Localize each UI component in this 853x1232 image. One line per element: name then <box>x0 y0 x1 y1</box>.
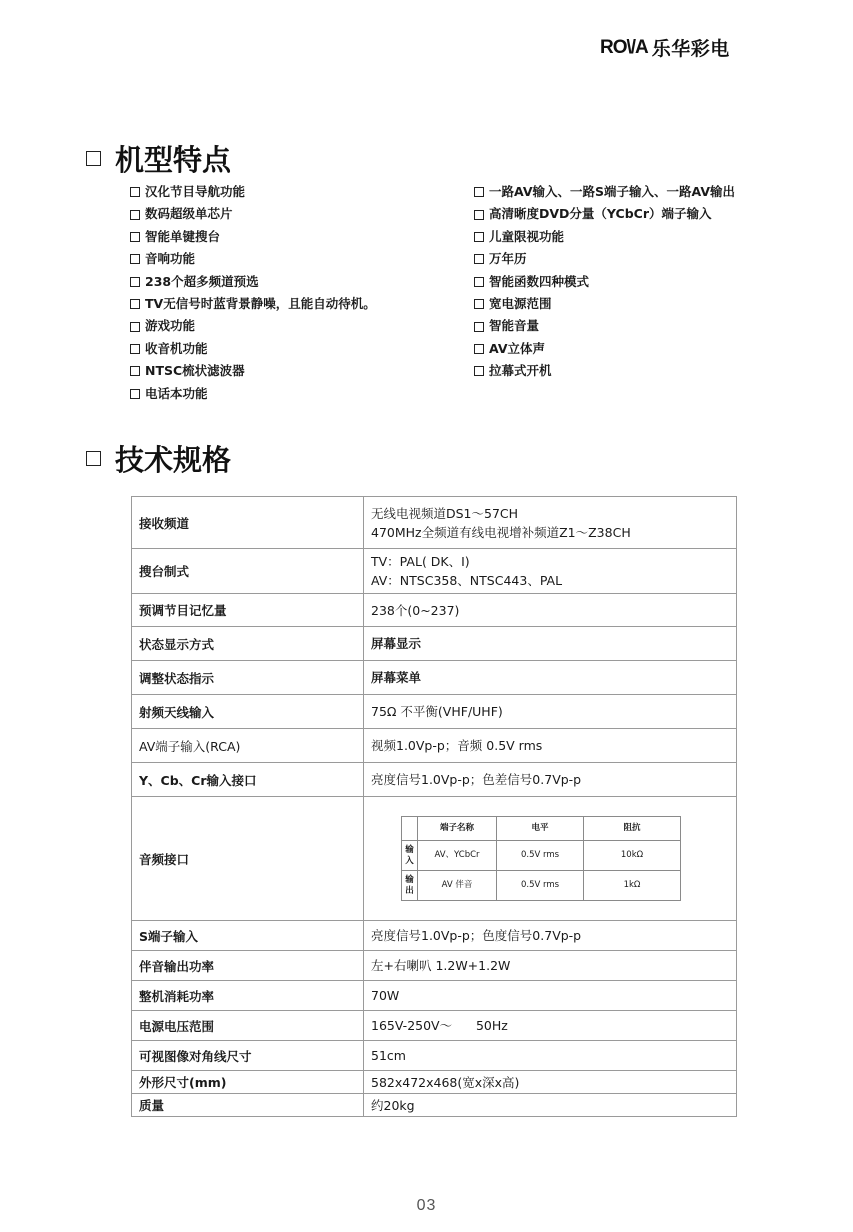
spec-value: 75Ω 不平衡(VHF/UHF) <box>364 695 737 729</box>
feature-label: 汉化节目导航功能 <box>145 184 246 199</box>
feature-item <box>474 271 735 293</box>
table-row <box>402 817 681 841</box>
table-row <box>132 627 737 661</box>
table-header: 端子名称 <box>418 817 497 841</box>
feature-item <box>130 181 376 203</box>
feature-item <box>130 315 376 337</box>
table-cell: 0.5V rms <box>497 871 584 901</box>
spec-value-line: 无线电视频道DS1～57CH <box>371 505 519 521</box>
brand-logo <box>600 34 730 61</box>
features-heading: 机型特点 <box>115 143 232 177</box>
spec-value <box>364 497 737 549</box>
table-row <box>132 695 737 729</box>
table-cell: 输入 <box>402 841 418 871</box>
table-row <box>132 1041 737 1071</box>
checkbox-icon <box>474 299 484 309</box>
brand-latin: RO\/A <box>600 36 648 58</box>
checkbox-icon <box>130 187 140 197</box>
table-row <box>132 729 737 763</box>
spec-table <box>131 496 737 1117</box>
checkbox-icon <box>474 210 484 220</box>
checkbox-icon <box>474 187 484 197</box>
spec-label: 质量 <box>132 1094 364 1117</box>
checkbox-icon <box>130 322 140 332</box>
spec-label: AV端子输入(RCA) <box>132 729 364 763</box>
spec-value: 左+右喇叭 1.2W+1.2W <box>364 951 737 981</box>
spec-label: 整机消耗功率 <box>132 981 364 1011</box>
checkbox-icon <box>474 232 484 242</box>
table-row <box>132 661 737 695</box>
checkbox-icon <box>130 299 140 309</box>
page-number: 03 <box>416 1197 437 1214</box>
table-cell: 1kΩ <box>584 871 681 901</box>
feature-item <box>474 315 735 337</box>
spec-label: 电源电压范围 <box>132 1011 364 1041</box>
feature-item <box>130 203 376 225</box>
feature-item <box>130 383 376 405</box>
spec-label: 预调节目记忆量 <box>132 594 364 627</box>
spec-value-line: AV：NTSC358、NTSC443、PAL <box>371 573 563 588</box>
table-row <box>132 1011 737 1041</box>
spec-value: 视频1.0Vp-p；音频 0.5V rms <box>364 729 737 763</box>
checkbox-icon <box>130 254 140 264</box>
feature-label: 游戏功能 <box>145 318 196 334</box>
spec-value <box>364 797 737 921</box>
spec-label: 接收频道 <box>132 497 364 549</box>
feature-label: 高清晰度DVD分量（YCbCr）端子输入 <box>489 206 712 222</box>
table-row <box>132 763 737 797</box>
checkbox-icon <box>474 344 484 354</box>
spec-label: 伴音输出功率 <box>132 951 364 981</box>
spec-value: 屏幕显示 <box>364 627 737 661</box>
specs-heading: 技术规格 <box>115 443 232 477</box>
table-cell: 输出 <box>402 871 418 901</box>
spec-value: 亮度信号1.0Vp-p；色差信号0.7Vp-p <box>364 763 737 797</box>
feature-label: 收音机功能 <box>145 340 208 356</box>
spec-label: 状态显示方式 <box>132 627 364 661</box>
spec-value: 约20kg <box>364 1094 737 1117</box>
table-cell: AV、YCbCr <box>418 841 497 871</box>
spec-value: 51cm <box>364 1041 737 1071</box>
table-row <box>132 951 737 981</box>
feature-item <box>130 226 376 248</box>
feature-label: 智能单键搜台 <box>145 228 221 244</box>
feature-label: 宽电源范围 <box>489 296 552 312</box>
table-row <box>132 594 737 627</box>
feature-label: TV无信号时蓝背景静噪，且能自动待机。 <box>145 296 376 312</box>
table-cell: 0.5V rms <box>497 841 584 871</box>
table-header: 阻抗 <box>584 817 681 841</box>
spec-label: 音频接口 <box>132 797 364 921</box>
spec-value: 582x472x468(宽x深x高) <box>364 1071 737 1094</box>
features-list-left <box>130 181 376 405</box>
feature-label: 电话本功能 <box>145 385 208 401</box>
feature-item <box>130 293 376 315</box>
feature-label: 万年历 <box>489 251 527 267</box>
spec-label: 可视图像对角线尺寸 <box>132 1041 364 1071</box>
checkbox-icon <box>474 277 484 287</box>
brand-chinese: 乐华彩电 <box>651 39 730 60</box>
feature-label: AV立体声 <box>489 340 545 356</box>
checkbox-icon <box>130 366 140 376</box>
feature-item <box>130 271 376 293</box>
checkbox-icon <box>86 451 101 466</box>
spec-label: 射频天线输入 <box>132 695 364 729</box>
feature-item <box>474 338 735 360</box>
table-row <box>132 797 737 921</box>
feature-label: 238个超多频道预选 <box>145 273 259 289</box>
table-row <box>402 871 681 901</box>
spec-label: 搜台制式 <box>132 549 364 594</box>
spec-label: S端子输入 <box>132 921 364 951</box>
table-row <box>132 981 737 1011</box>
spec-value: 屏幕菜单 <box>364 661 737 695</box>
feature-item <box>474 248 735 270</box>
feature-item <box>474 293 735 315</box>
feature-label: 数码超级单芯片 <box>145 206 233 222</box>
table-row <box>132 549 737 594</box>
checkbox-icon <box>474 366 484 376</box>
feature-item <box>130 248 376 270</box>
feature-item <box>474 203 735 225</box>
spec-value: 亮度信号1.0Vp-p；色度信号0.7Vp-p <box>364 921 737 951</box>
checkbox-icon <box>474 322 484 332</box>
table-cell: AV 伴音 <box>418 871 497 901</box>
checkbox-icon <box>130 277 140 287</box>
spec-label: 外形尺寸(mm) <box>132 1071 364 1094</box>
spec-value-line: TV：PAL( DK、I) <box>371 554 470 569</box>
feature-label: 智能函数四种模式 <box>489 273 590 289</box>
specs-section-title <box>86 438 231 479</box>
table-header: 电平 <box>497 817 584 841</box>
spec-value: 70W <box>364 981 737 1011</box>
audio-interface-table <box>401 816 681 901</box>
feature-label: 儿童限视功能 <box>489 228 565 244</box>
table-row <box>132 921 737 951</box>
spec-value-line: 470MHz全频道有线电视增补频道Z1～Z38CH <box>371 524 631 540</box>
feature-label: NTSC梳状滤波器 <box>145 363 245 379</box>
feature-item <box>474 226 735 248</box>
feature-item <box>130 338 376 360</box>
feature-label: 音响功能 <box>145 251 196 267</box>
checkbox-icon <box>130 232 140 242</box>
features-section-title <box>86 138 231 179</box>
feature-label: 智能音量 <box>489 318 540 334</box>
spec-label: Y、Cb、Cr输入接口 <box>132 763 364 797</box>
feature-item <box>474 181 735 203</box>
table-cell: 10kΩ <box>584 841 681 871</box>
feature-item <box>474 360 735 382</box>
checkbox-icon <box>474 254 484 264</box>
features-list-right <box>474 181 735 383</box>
table-row <box>132 1094 737 1117</box>
checkbox-icon <box>130 210 140 220</box>
spec-value: 238个(0~237) <box>364 594 737 627</box>
feature-label: 一路AV输入、一路S端子输入、一路AV输出 <box>489 184 736 199</box>
spec-value: 165V-250V～ 50Hz <box>364 1011 737 1041</box>
checkbox-icon <box>86 151 101 166</box>
spec-label: 调整状态指示 <box>132 661 364 695</box>
spec-value <box>364 549 737 594</box>
table-row <box>402 841 681 871</box>
checkbox-icon <box>130 389 140 399</box>
checkbox-icon <box>130 344 140 354</box>
feature-label: 拉幕式开机 <box>489 363 552 379</box>
feature-item <box>130 360 376 382</box>
table-row <box>132 1071 737 1094</box>
table-row <box>132 497 737 549</box>
